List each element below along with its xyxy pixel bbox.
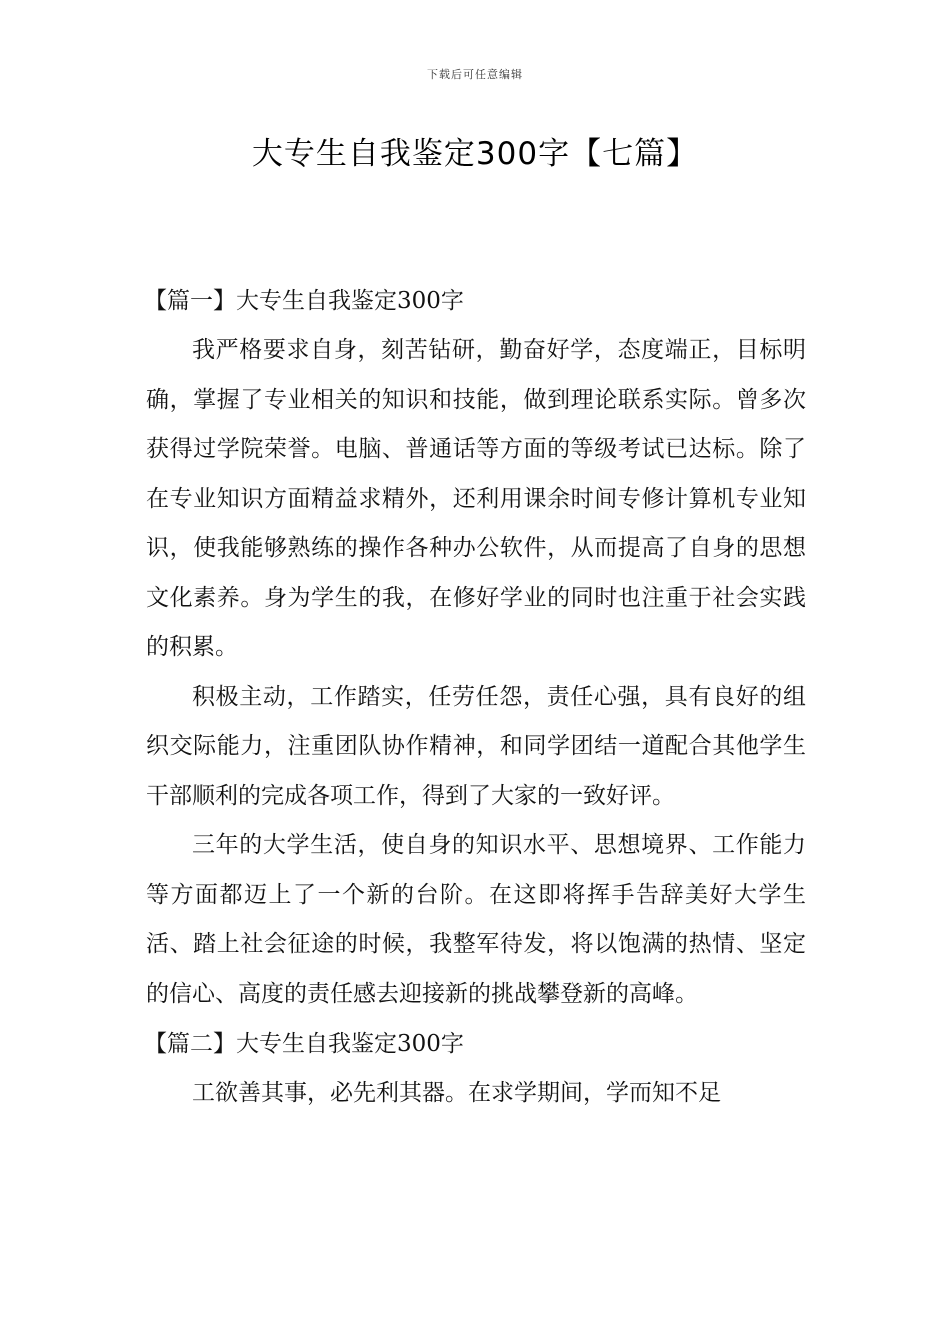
header-note: 下载后可任意编辑: [427, 68, 523, 81]
paragraph: 我严格要求自身，刻苦钻研，勤奋好学，态度端正，目标明确，掌握了专业相关的知识和技能，做到理论联系实际。曾多次获得过学院荣誉。电脑、普通话等方面的等级考试已达标。除了在专业知识方面精益求精外，还利用课余时间专修计算机专业知识，使我能够熟练的操作各种办公软件，从而提高了自身的思想文化素养。身为学生的我，在修好学业的同时也注重于社会实践的积累。: [146, 337, 806, 660]
document-body: [146, 276, 806, 1119]
paragraph: 积极主动，工作踏实，任劳任怨，责任心强，具有良好的组织交际能力，注重团队协作精神，和同学团结一道配合其他学生干部顺利的完成各项工作，得到了大家的一致好评。: [146, 683, 806, 809]
section-1: [146, 276, 806, 1019]
section-2: [146, 1019, 806, 1119]
paragraph: 三年的大学生活，使自身的知识水平、思想境界、工作能力等方面都迈上了一个新的台阶。在这即将挥手告辞美好大学生活、踏上社会征途的时候，我整军待发，将以饱满的热情、坚定的信心、高度的责任感去迎接新的挑战攀登新的高峰。: [146, 832, 806, 1007]
section-heading: 【篇二】大专生自我鉴定300字: [144, 1031, 464, 1057]
paragraph: 工欲善其事，必先利其器。在求学期间，学而知不足: [192, 1080, 721, 1106]
document-title: 大专生自我鉴定300字【七篇】: [251, 136, 699, 172]
section-heading: 【篇一】大专生自我鉴定300字: [144, 288, 464, 314]
